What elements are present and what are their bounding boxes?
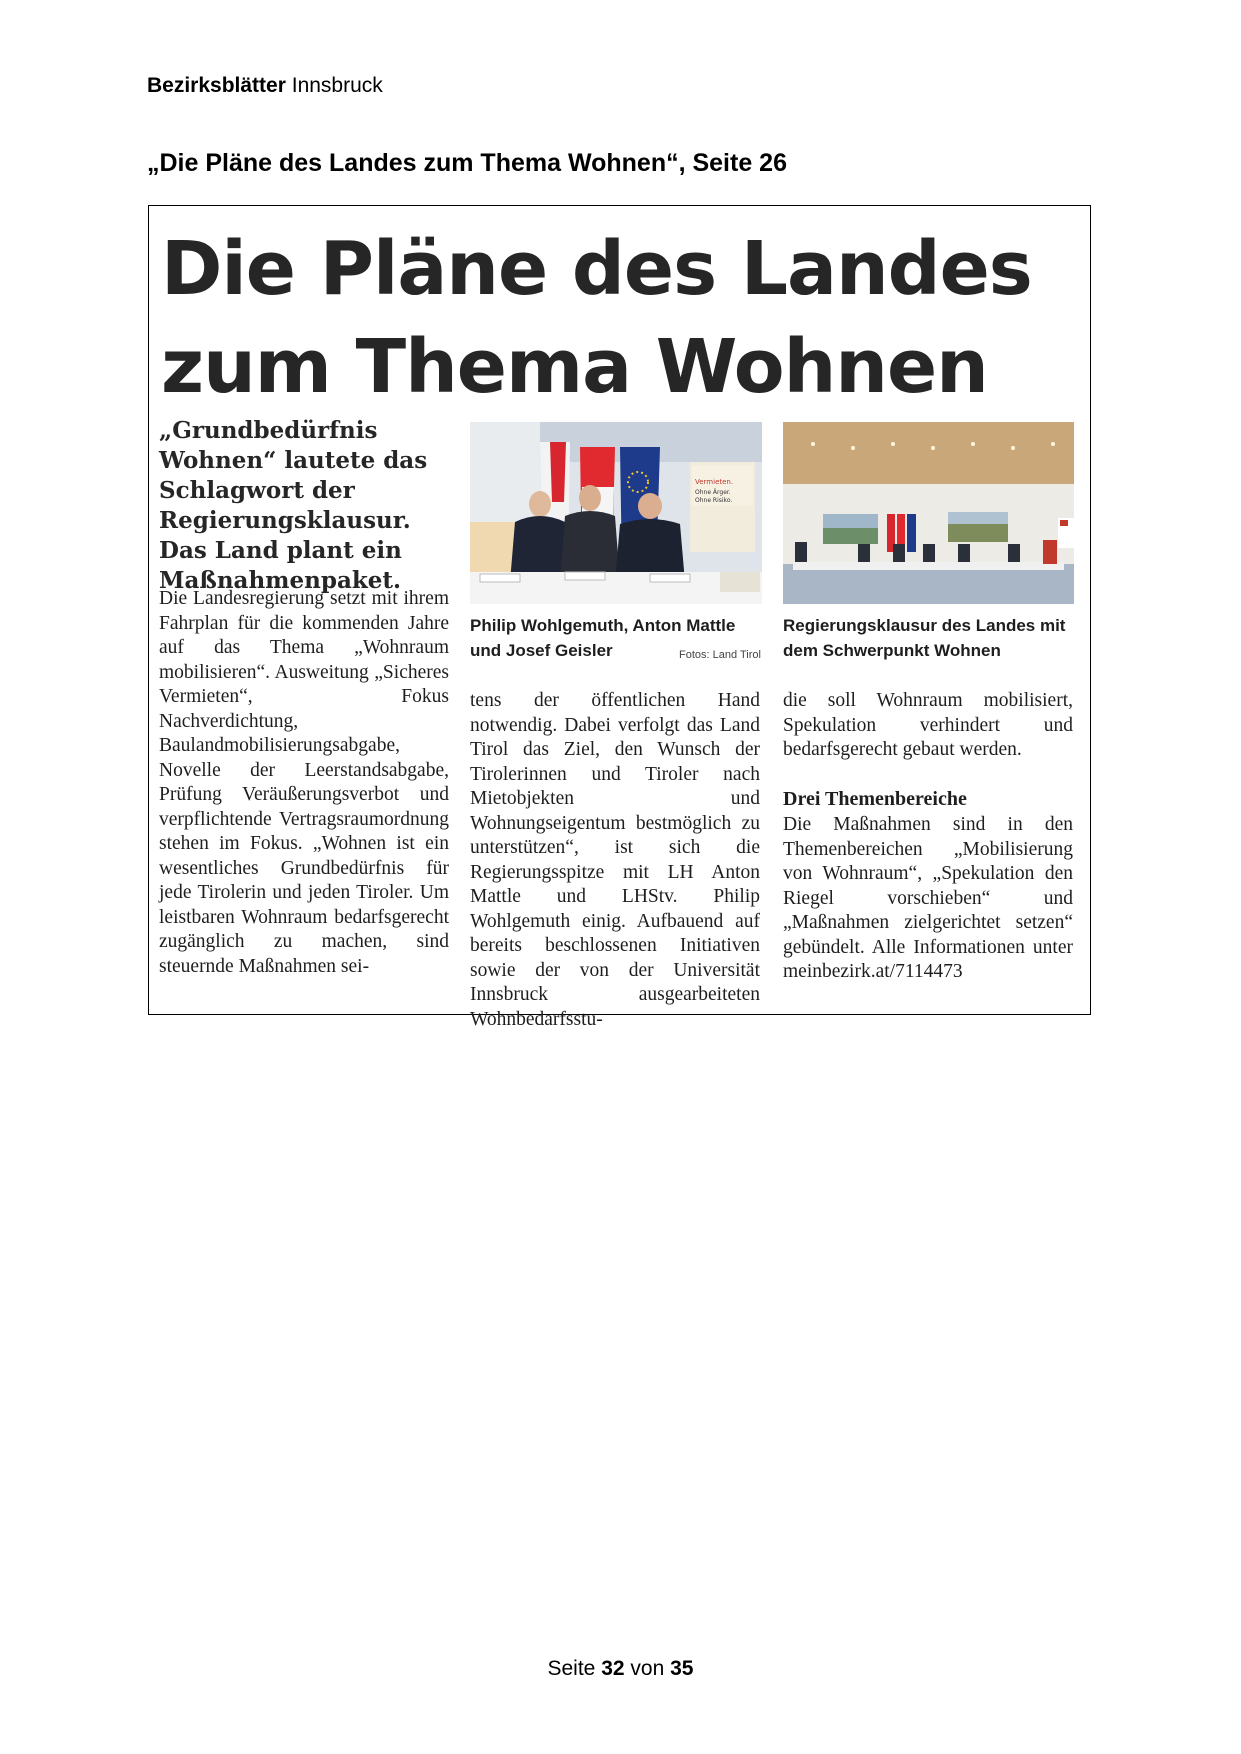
photo-government-meeting [783,422,1074,604]
article-lead: „Grundbedürfnis Wohnen“ lautete das Schlagwort der Regierungsklausur. Das Land plant ein Maßnahmenpaket. [159,417,428,594]
photo-credit: Fotos: Land Tirol [679,649,761,661]
article-subhead: Drei Themenbereiche [783,788,967,810]
footer-total-pages: 35 [670,1657,694,1680]
article-headline [161,220,1032,416]
page-footer [0,1657,1241,1681]
photo-caption-meeting: Regierungsklausur des Landes mit dem Schwerpunkt Wohnen [783,616,1066,660]
article-column-2: tens der öffentlichen Hand notwendig. Dabei verfolgt das Land Tirol das Ziel, den Wunsch der Tirolerinnen und Tiroler nach Mietobjekten und Wohnungseigentum bestmöglich zu unterstützen“, ist sich die Regierungsspitze mit LH Anton Mattle und LHStv. Philip Wohlgemuth einig. Aufbauend auf bereits beschlossenen Initiativen sowie der von der Universität Innsbruck ausgearbeiteten Wohnbedarfsstu- [470,690,760,1030]
article-column-3b: Die Maßnahmen sind in den Themenbereichen „Mobilisierung von Wohnraum“, „Spekulation den Riegel vorschieben“ und „Maßnahmen zielgerichtet setzen“ gebündelt. Alle Informationen unter meinbezirk.at/7114473 [783,814,1073,982]
photo-caption-politicians: Philip Wohlgemuth, Anton Mattle und Josef Geisler [470,616,736,660]
publication-rest: Innsbruck [291,74,383,97]
svg-text:Ohne Risiko.: Ohne Risiko. [695,497,733,504]
photo-politicians [470,422,762,604]
poster-text: Vermieten. [695,478,734,486]
footer-prefix: Seite [547,1657,596,1680]
article-column-1: Die Landesregierung setzt mit ihrem Fahrplan für die kommenden Jahre auf das Thema „Wohnraum mobilisieren“. Ausweitung „Sicheres Vermieten“, Fokus Nachverdichtung, Baulandmobilisierungsabgabe, Novelle der Leerstandsabgabe, Prüfung Veräußerungsverbot und verpflichtende Vertragsraumordnung stehen im Fokus. „Wohnen ist ein wesentliches Grundbedürfnis für jede Tirolerin und jeden Tiroler. Um leistbaren Wohnraum bedarfsgerecht zugänglich zu machen, sind steuernde Maßnahmen sei- [159,588,449,977]
svg-text:Ohne Ärger.: Ohne Ärger. [695,489,731,496]
publication-name [147,74,383,98]
newspaper-clipping [148,205,1091,1030]
publication-bold: Bezirksblätter [147,74,286,97]
footer-middle: von [630,1657,665,1680]
headline-line-1: Die Pläne des Landes [161,226,1032,312]
headline-line-2: zum Thema Wohnen [161,324,988,410]
photo-meeting-image [783,422,1074,604]
article-column-3a: die soll Wohnraum mobilisiert, Spekulation verhindert und bedarfsgerecht gebaut werden. [783,690,1073,760]
footer-page-number: 32 [601,1657,625,1680]
photo-politicians-image [470,422,762,604]
document-title: „Die Pläne des Landes zum Thema Wohnen“, Seite 26 [147,149,787,177]
